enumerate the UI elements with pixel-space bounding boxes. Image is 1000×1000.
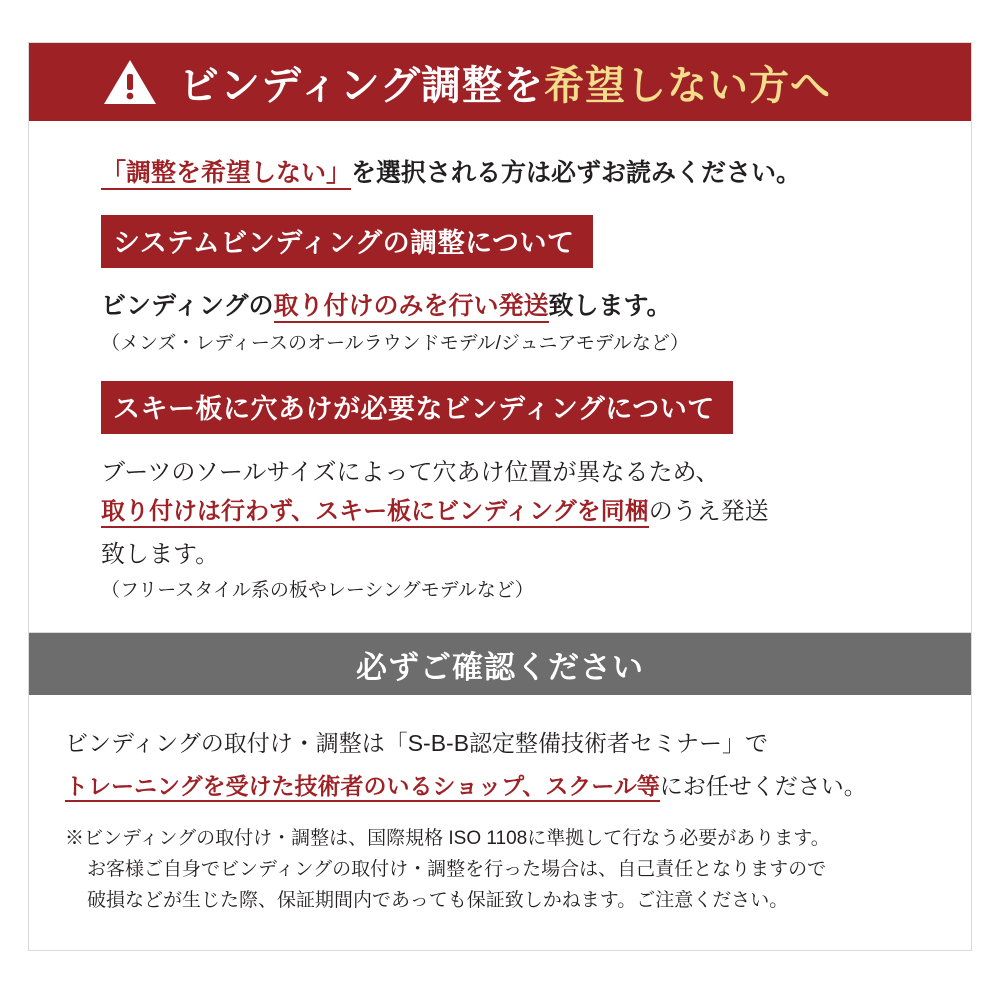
section-one-title-highlight: 希望しない方へ	[544, 63, 831, 108]
block-one-note: （メンズ・レディースのオールラウンドモデル/ジュニアモデルなど）	[101, 333, 689, 354]
section-one-title-plain: ビンディング調整を	[179, 63, 544, 108]
lead-rest: を選択される方は必ずお読みください。	[351, 159, 802, 187]
section-one-body	[29, 121, 971, 636]
block-two-line2	[101, 491, 941, 526]
section-two-line2-suffix: にお任せください。	[659, 773, 867, 799]
block-one-heading: システムビンディングの調整について	[101, 215, 593, 268]
block-one-body-suffix: 致します。	[548, 292, 672, 320]
warning-triangle-icon	[103, 58, 157, 106]
section-one-title	[179, 54, 831, 111]
block-one	[101, 215, 941, 355]
section-two-line1: ビンディングの取付け・調整は「S-B-B認定整備技術者セミナー」で	[65, 730, 769, 756]
lead-underlined: 「調整を希望しない」	[101, 159, 351, 190]
section-two-banner	[29, 633, 971, 695]
section-two-note-2: お客様ご自身でビンディングの取付け・調整を行った場合は、自己責任となりますので	[87, 859, 827, 880]
block-two-line2-underlined: 取り付けは行わず、スキー板にビンディングを同梱	[101, 498, 649, 528]
section-two-body	[29, 695, 971, 950]
section-two-line2	[65, 768, 941, 801]
block-two-heading: スキー板に穴あけが必要なビンディングについて	[101, 381, 733, 434]
block-two-line1: ブーツのソールサイズによって穴あけ位置が異なるため、	[101, 459, 720, 486]
section-two-note-3: 破損などが生じた際、保証期間内であっても保証致しかねます。ご注意ください。	[87, 890, 789, 911]
section-two-line2-underlined: トレーニングを受けた技術者のいるショップ、スクール等	[65, 773, 660, 802]
section-no-adjustment	[28, 42, 972, 637]
lead-text	[101, 153, 941, 189]
block-two-line2-suffix: のうえ発送	[648, 498, 769, 525]
block-one-body-prefix: ビンディングの	[101, 292, 274, 320]
block-one-body-underlined: 取り付けのみを行い発送	[274, 292, 549, 323]
section-confirm	[28, 632, 972, 951]
block-two-note: （フリースタイル系の板やレーシングモデルなど）	[101, 580, 534, 601]
section-one-banner	[29, 43, 971, 121]
block-two-line3: 致します。	[101, 541, 220, 568]
section-two-note-1: ※ビンディングの取付け・調整は、国際規格 ISO 1108に準拠して行なう必要があります。	[65, 828, 830, 849]
block-two	[101, 381, 941, 602]
block-one-body	[101, 286, 941, 322]
section-two-title: 必ずご確認ください	[356, 649, 644, 685]
